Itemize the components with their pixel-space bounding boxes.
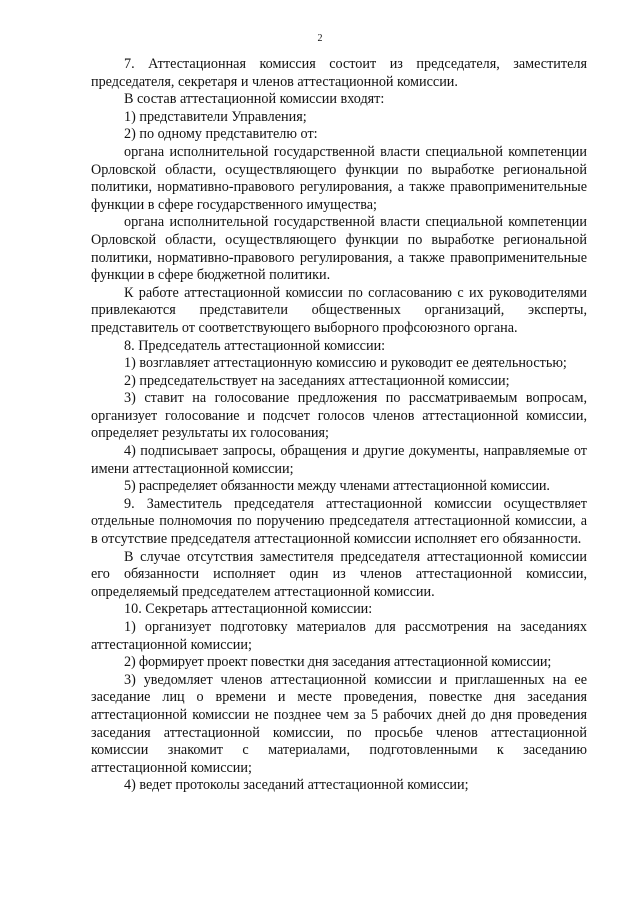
list-item-1: 1) представители Управления; — [124, 108, 307, 125]
chairman-duty-4: 4) подписывает запросы, обращения и другие документы, направляемые от имени аттестационной комиссии; — [91, 443, 587, 477]
secretary-duty-2: 2) формирует проект повестки дня заседания аттестационной комиссии; — [124, 654, 552, 671]
chairman-duty-3: 3) ставит на голосование предложения по рассматриваемым вопросам, организует голосование и подсчет голосов членов аттестационной комиссии, определяет результаты их голосования; — [91, 390, 587, 442]
paragraph-composition-intro: В состав аттестационной комиссии входят: — [124, 91, 385, 108]
paragraph-7: 7. Аттестационная комиссия состоит из председателя, заместителя председателя, секретаря и членов аттестационной комиссии. — [91, 56, 587, 90]
list-item-2: 2) по одному представителю от: — [124, 126, 318, 143]
page-number: 2 — [317, 33, 323, 44]
secretary-duty-4: 4) ведет протоколы заседаний аттестационной комиссии; — [124, 777, 469, 794]
secretary-duty-3: 3) уведомляет членов аттестационной комиссии и приглашенных на ее заседание лиц о времени и месте проведения, повестке дня заседания аттестационной комиссии не позднее чем за 5 рабочих дней до дня проведения заседания аттестационной комиссии, по просьбе членов аттестационной комиссии знакомит с материалами, подготовленными к заседанию аттестационной комиссии; — [91, 671, 587, 776]
chairman-duty-1: 1) возглавляет аттестационную комиссию и руководит ее деятельностью; — [124, 355, 567, 372]
chairman-duty-5: 5) распределяет обязанности между членами аттестационной комиссии. — [124, 478, 550, 495]
paragraph-budget-body: органа исполнительной государственной власти специальной компетенции Орловской области, осуществляющего функции по выработке региональной политики, нормативно-правового регулирования, а также правоприменительные функции в сфере бюджетной политики. — [91, 214, 587, 284]
paragraph-deputy-absence: В случае отсутствия заместителя председателя аттестационной комиссии его обязанности исполняет один из членов аттестационной комиссии, определяемый председателем аттестационной комиссии. — [91, 548, 587, 600]
paragraph-8: 8. Председатель аттестационной комиссии: — [124, 337, 386, 354]
paragraph-property-body: органа исполнительной государственной власти специальной компетенции Орловской области, осуществляющего функции по выработке региональной политики, нормативно-правового регулирования, а также правоприменительные функции в сфере государственного имущества; — [91, 143, 587, 213]
paragraph-10: 10. Секретарь аттестационной комиссии: — [124, 601, 373, 618]
chairman-duty-2: 2) председательствует на заседаниях аттестационной комиссии; — [124, 372, 510, 389]
paragraph-invited-members: К работе аттестационной комиссии по согласованию с их руководителями привлекаются представители общественных организаций, эксперты, представитель от соответствующего выборного профсоюзного органа. — [91, 284, 587, 336]
paragraph-9: 9. Заместитель председателя аттестационной комиссии осуществляет отдельные полномочия по поручению председателя аттестационной комиссии, а в отсутствие председателя аттестационной комиссии исполняет его обязанности. — [91, 495, 587, 548]
secretary-duty-1: 1) организует подготовку материалов для рассмотрения на заседаниях аттестационной комиссии; — [91, 619, 587, 653]
document-body — [91, 56, 587, 795]
